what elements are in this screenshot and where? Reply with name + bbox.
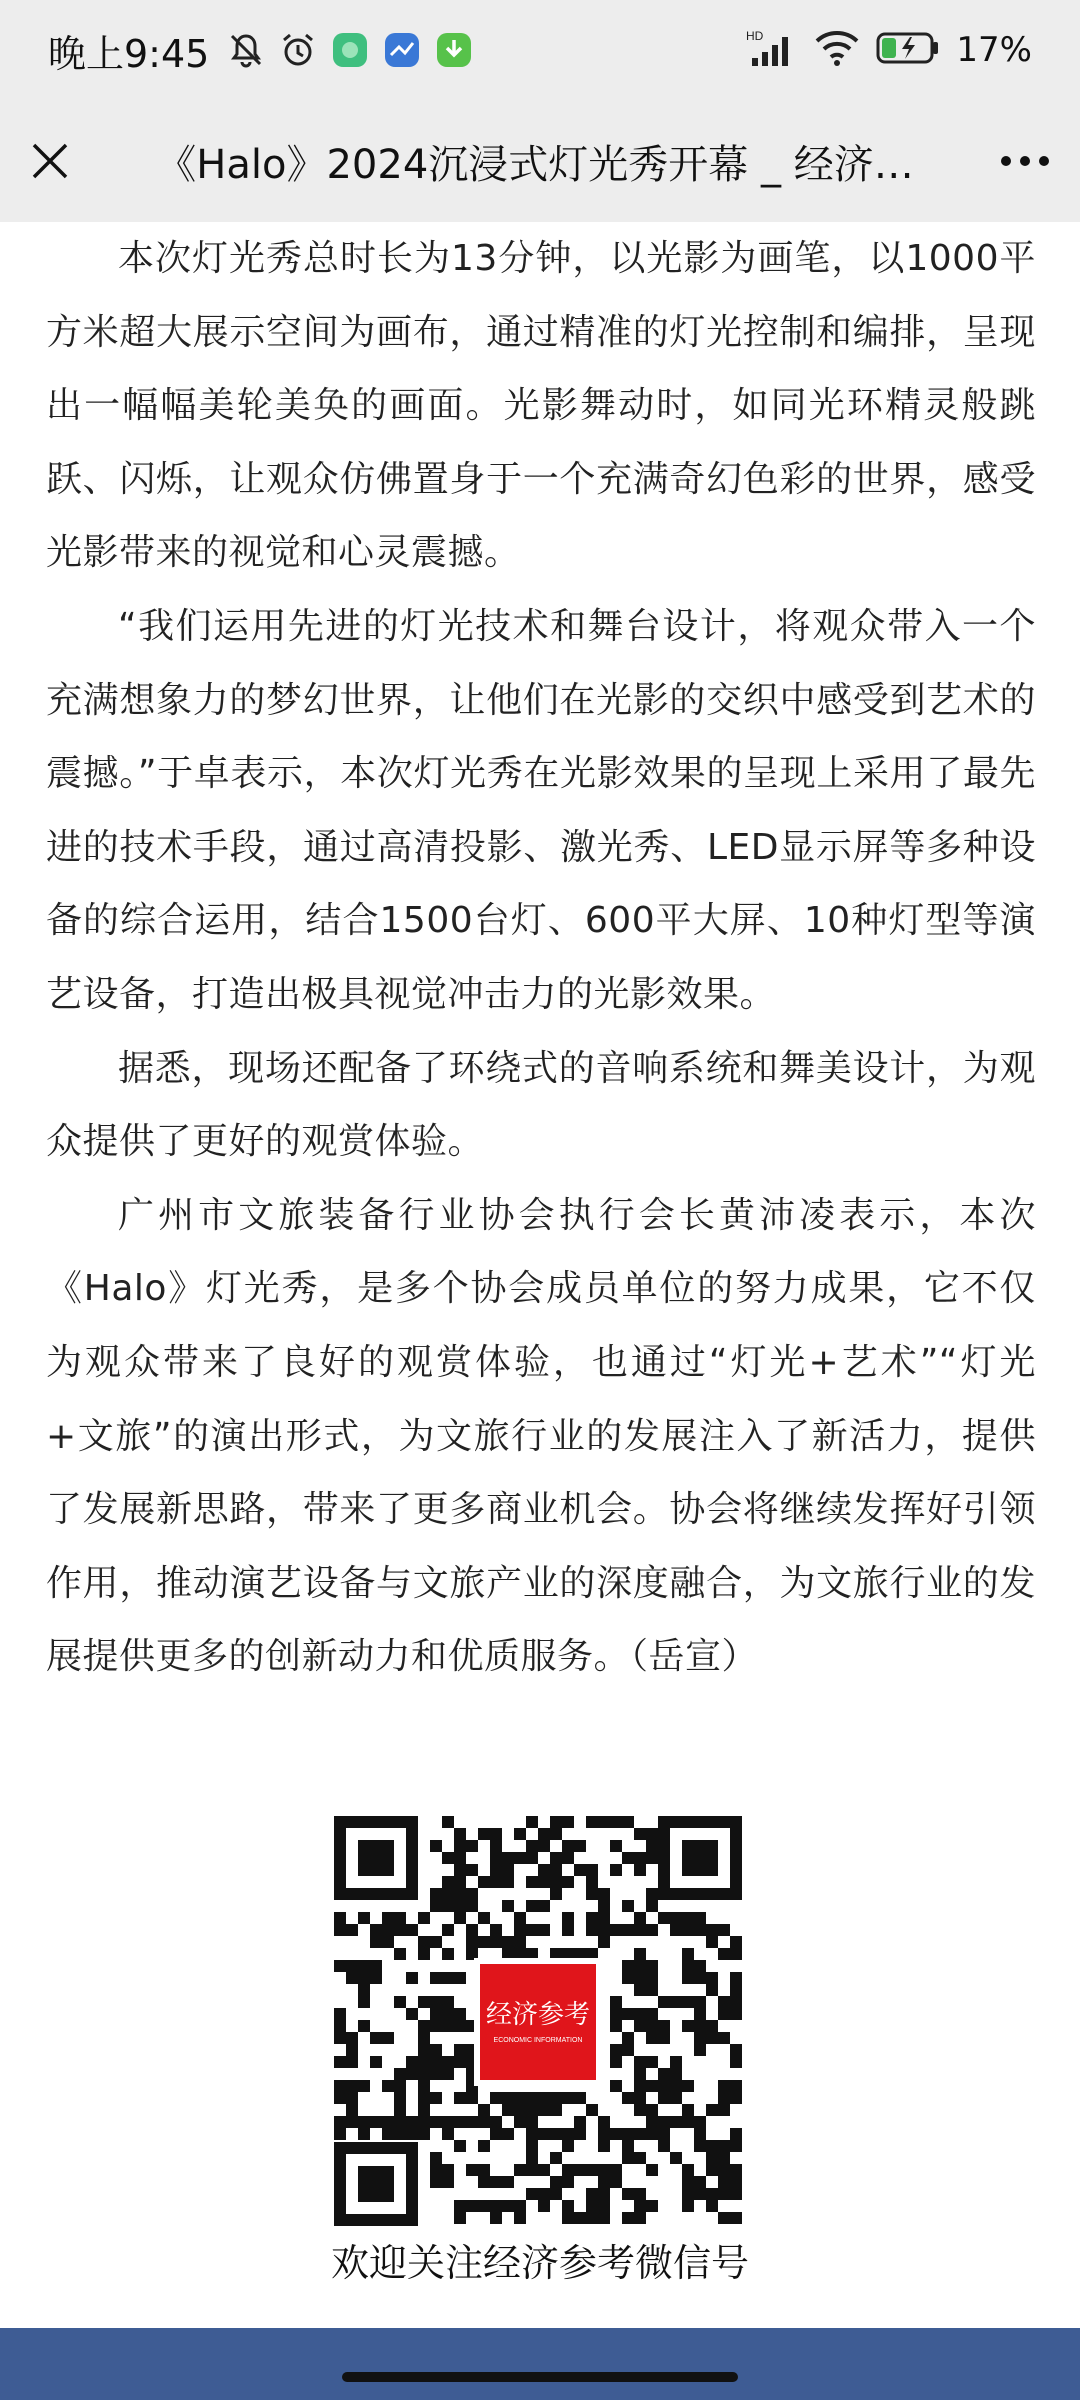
app-icon-green [331, 31, 369, 69]
status-icons-left [227, 31, 473, 69]
alarm-icon [279, 31, 317, 69]
more-icon [1000, 155, 1050, 167]
status-right [746, 28, 1032, 72]
bell-muted-icon [227, 31, 265, 69]
battery-charging-icon [876, 31, 940, 69]
paragraph: 据悉，现场还配备了环绕式的音响系统和舞美设计，为观众提供了更好的观赏体验。 [46, 1047, 1036, 1163]
article-body [46, 222, 1036, 1694]
close-icon [30, 141, 70, 181]
paragraph: 广州市文旅装备行业协会执行会长黄沛凌表示，本次《Halo》灯光秀，是多个协会成员单位的努力成果，它不仅为观众带来了良好的观赏体验，也通过“灯光+艺术”“灯光+文旅”的演出形式，为文旅行业的发展注入了新活力，提供了发展新思路，带来了更多商业机会。协会将继续发挥好引领作用，推动演艺设备与文旅产业的深度融合，为文旅行业的发展提供更多的创新动力和优质服务。（岳宣） [46, 1194, 1036, 1678]
paragraph: 本次灯光秀总时长为13分钟，以光影为画笔，以1000平方米超大展示空间为画布，通过精准的灯光控制和编排，呈现出一幅幅美轮美奂的画面。光影舞动时，如同光环精灵般跳跃、闪烁，让观众仿佛置身于一个充满奇幻色彩的世界，感受光影带来的视觉和心灵震撼。 [46, 238, 1036, 574]
battery-percent: 17% [956, 30, 1032, 70]
svg-text:HD: HD [746, 29, 764, 43]
page-title: 《Halo》2024沉浸式灯光秀开幕 _ 经济… [156, 141, 914, 188]
download-icon [435, 31, 473, 69]
hd-signal-icon [746, 28, 798, 72]
nav-bar [0, 100, 1080, 222]
status-time: 晚上9:45 [48, 31, 210, 76]
paragraph: “我们运用先进的灯光技术和舞台设计，将观众带入一个充满想象力的梦幻世界，让他们在光影的交织中感受到艺术的震撼。”于卓表示，本次灯光秀在光影效果的呈现上采用了最先进的技术手段，通过高清投影、激光秀、LED显示屏等多种设备的综合运用，结合1500台灯、600平大屏、10种灯型等演艺设备，打造出极具视觉冲击力的光影效果。 [46, 605, 1036, 1015]
home-indicator[interactable] [342, 2372, 738, 2382]
qr-code-image [334, 1816, 742, 2226]
qr-code[interactable] [334, 1816, 742, 2226]
qr-caption: 欢迎关注经济参考微信号 [330, 2241, 749, 2285]
qr-logo-subtext: ECONOMIC INFORMATION [493, 2037, 583, 2044]
footer-bar [0, 2328, 1080, 2400]
status-bar [0, 0, 1080, 100]
qr-logo-text: 经济参考 [485, 2000, 591, 2030]
more-button[interactable] [970, 100, 1080, 222]
wifi-icon [814, 29, 860, 71]
close-button[interactable] [0, 100, 100, 222]
app-icon-blue [383, 31, 421, 69]
